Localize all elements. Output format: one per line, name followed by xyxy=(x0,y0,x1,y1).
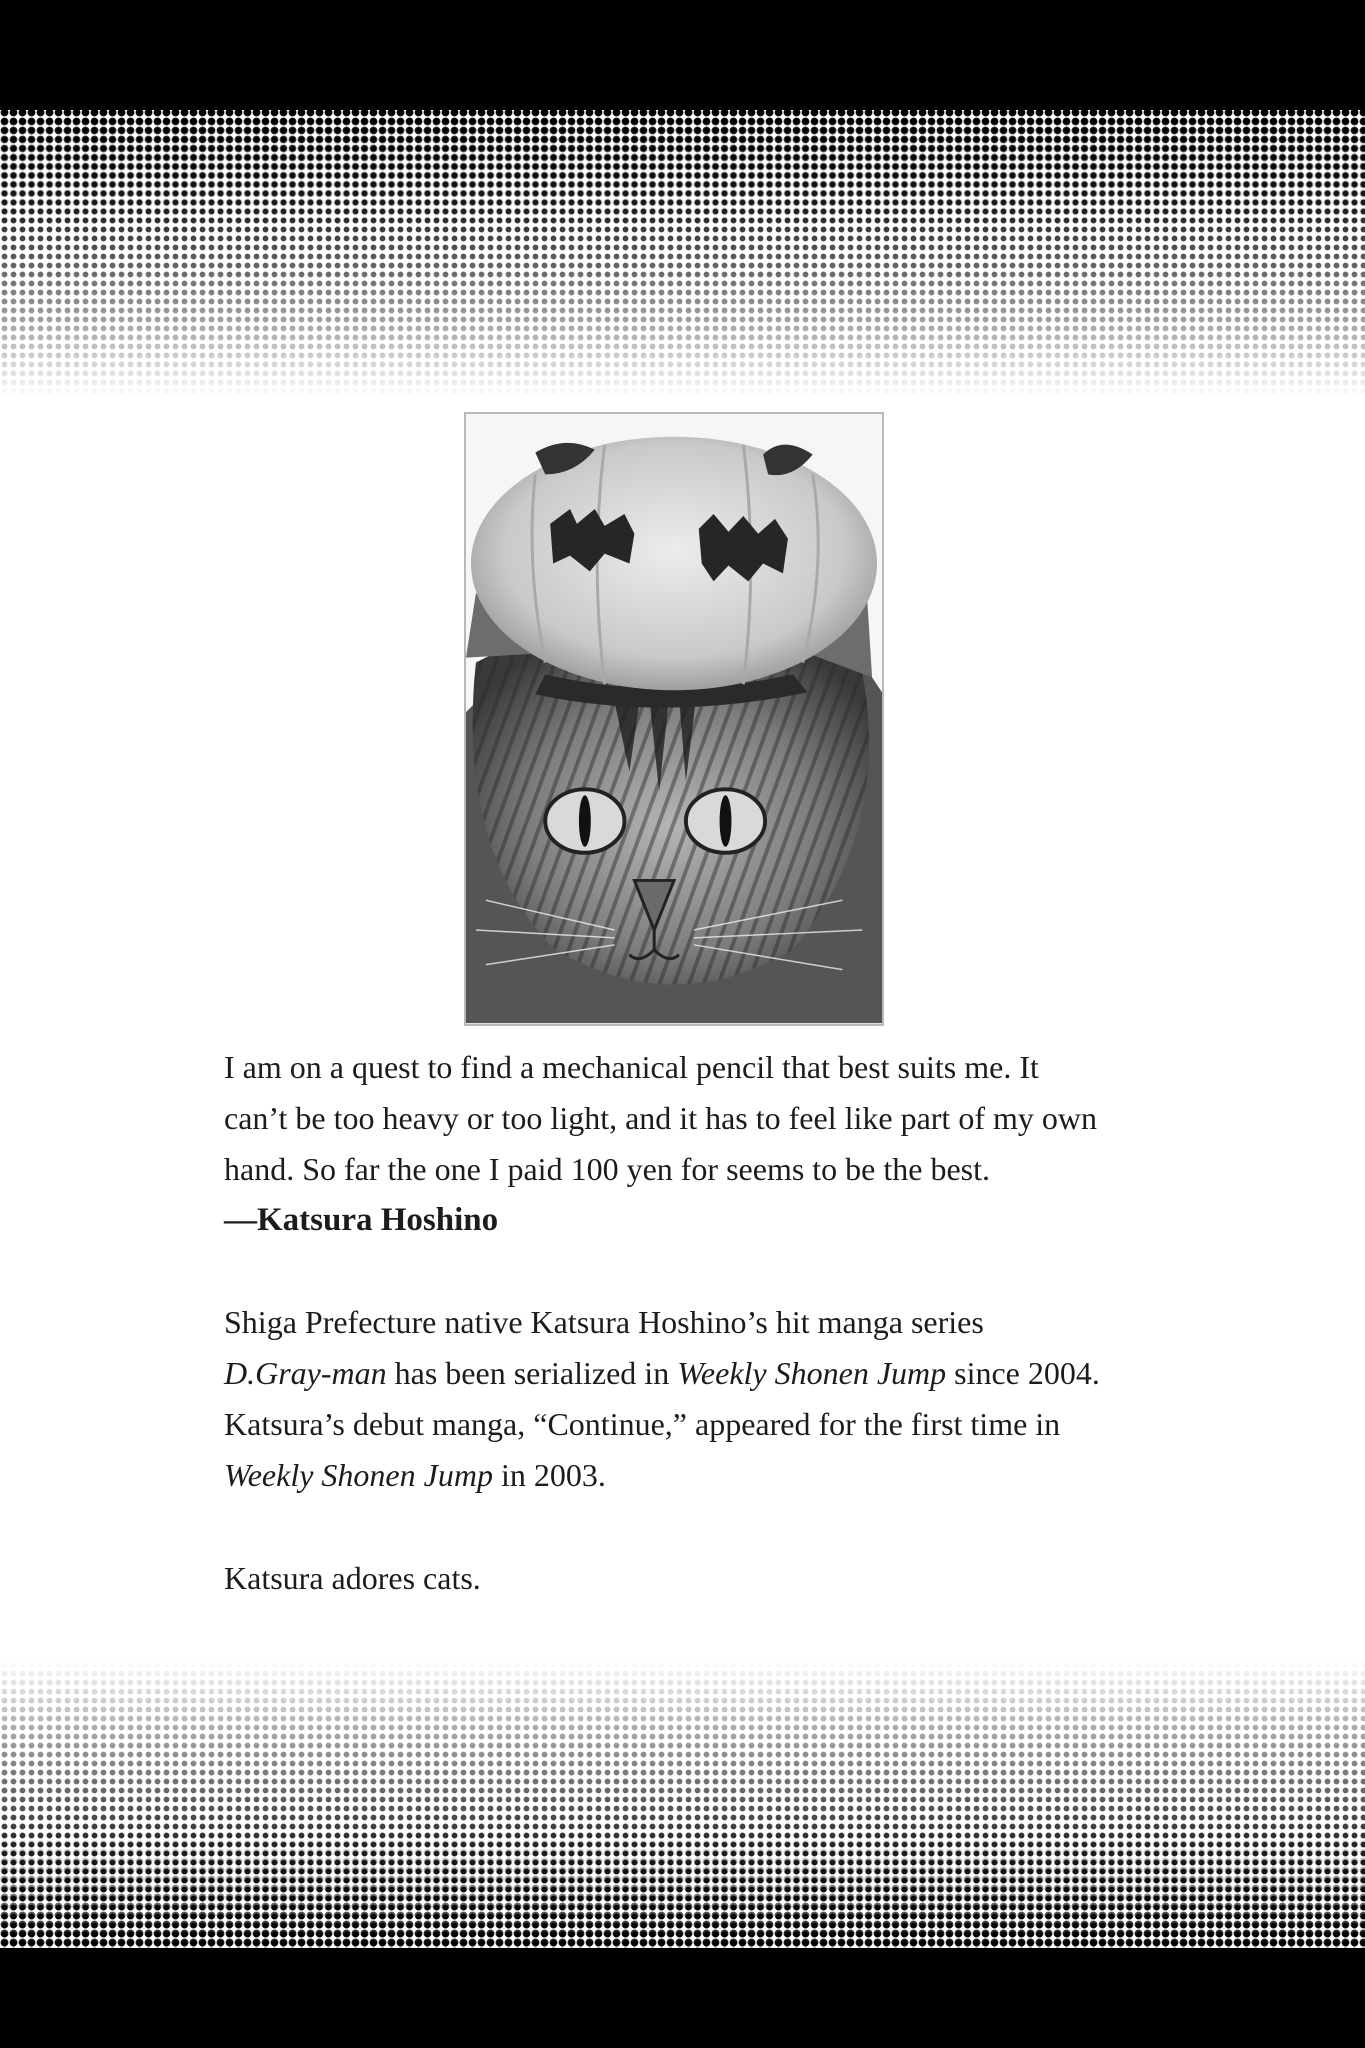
bottom-halftone-dense xyxy=(0,1830,1365,1952)
author-photo-cat-with-pumpkin xyxy=(464,412,884,1026)
series-title: D.Gray-man xyxy=(224,1355,387,1391)
bio-line-4-end: in 2003. xyxy=(492,1457,606,1493)
quote-line-2: can’t be too heavy or too light, and it has to feel like part of my own xyxy=(224,1100,1097,1136)
author-note xyxy=(224,1042,1224,1604)
quote-line-3: hand. So far the one I paid 100 yen for seems to be the best. xyxy=(224,1151,991,1187)
bottom-black-band xyxy=(0,1948,1365,2048)
bio-line-2 xyxy=(224,1348,1224,1399)
top-black-band xyxy=(0,0,1365,110)
quote-line-1: I am on a quest to find a mechanical pencil that best suits me. It xyxy=(224,1049,1039,1085)
author-bio xyxy=(224,1297,1224,1501)
bio-line-3: Katsura’s debut manga, “Continue,” appeared for the first time in xyxy=(224,1406,1061,1442)
magazine-title-2: Weekly Shonen Jump xyxy=(224,1457,493,1493)
bio-line-4 xyxy=(224,1450,1224,1501)
quote-signature: —Katsura Hoshino xyxy=(224,1202,499,1238)
top-halftone-dense xyxy=(0,108,1365,228)
closing-line: Katsura adores cats. xyxy=(224,1560,481,1596)
bio-line-2-mid: has been serialized in xyxy=(386,1355,678,1391)
bio-line-1: Shiga Prefecture native Katsura Hoshino’s hit manga series xyxy=(224,1304,984,1340)
author-quote xyxy=(224,1042,1224,1195)
bio-line-2-end: since 2004. xyxy=(946,1355,1100,1391)
magazine-title: Weekly Shonen Jump xyxy=(677,1355,947,1391)
